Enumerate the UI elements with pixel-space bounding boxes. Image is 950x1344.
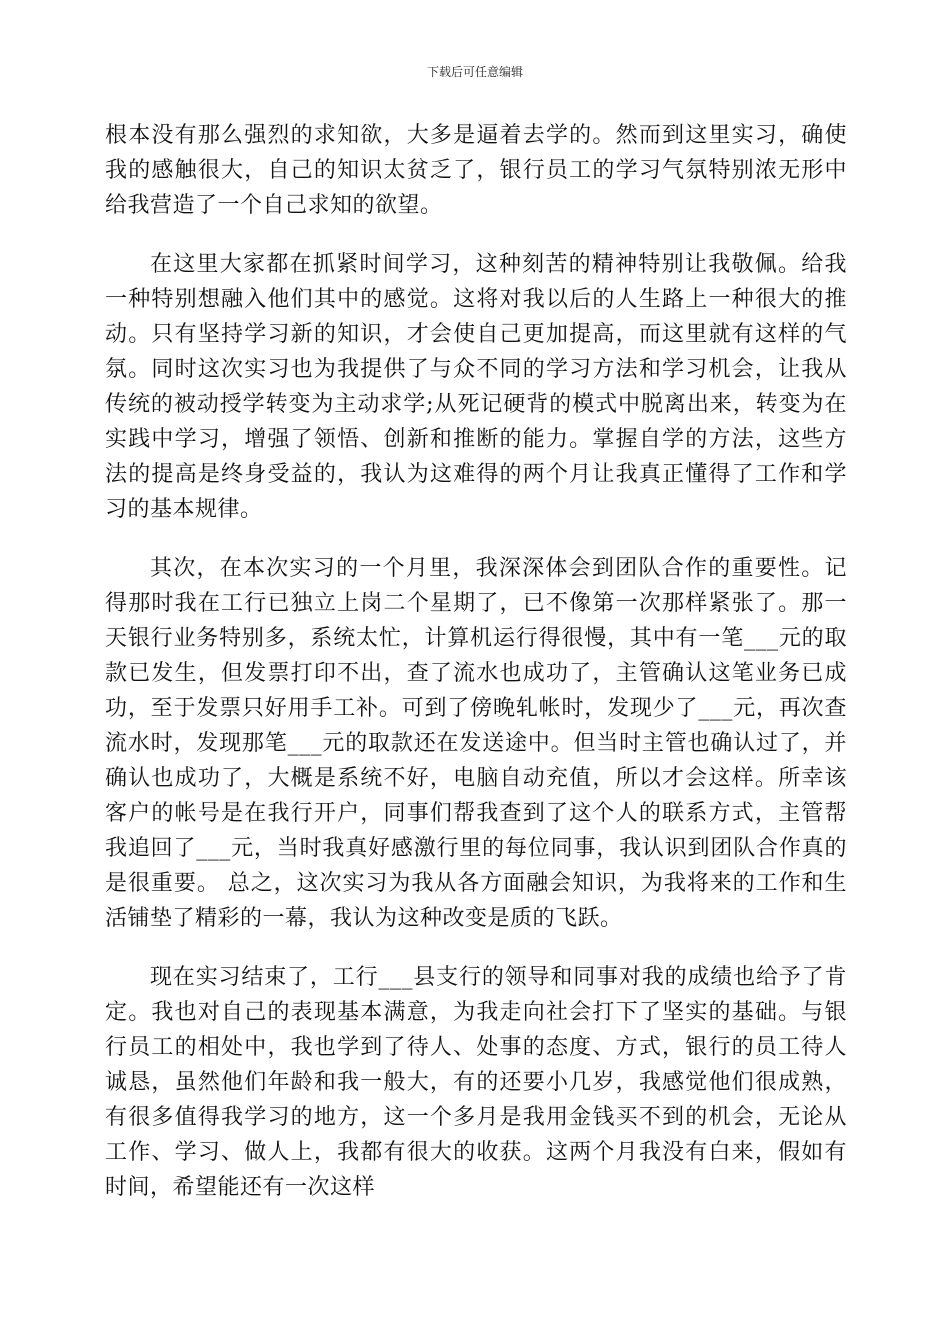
paragraph-4: 现在实习结束了，工行___县支行的领导和同事对我的成绩也给予了肯定。我也对自己的表现基本满意，为我走向社会打下了坚实的基础。与银行员工的相处中，我也学到了待人、处事的态度、方式，银行的员工待人诚恳，虽然他们年龄和我一般大，有的还要小几岁，我感觉他们很成熟，有很多值得我学习的地方，这一个多月是我用金钱买不到的机会，无论从工作、学习、做人上，我都有很大的收获。这两个月我没有白来，假如有时间，希望能还有一次这样	[105, 965, 847, 1200]
page-header: 下载后可任意编辑	[426, 65, 523, 79]
document-body	[105, 118, 847, 1229]
paragraph-1: 根本没有那么强烈的求知欲，大多是逼着去学的。然而到这里实习，确使我的感触很大，自己的知识太贫乏了，银行员工的学习气氛特别浓无形中给我营造了一个自己求知的欲望。	[105, 123, 847, 218]
paragraph-3: 其次，在本次实习的一个月里，我深深体会到团队合作的重要性。记得那时我在工行已独立上岗二个星期了，已不像第一次那样紧张了。那一天银行业务特别多，系统太忙，计算机运行得很慢，其中有一笔___元的取款已发生，但发票打印不出，查了流水也成功了，主管确认这笔业务已成功，至于发票只好用手工补。可到了傍晚轧帐时，发现少了___元，再次查流水时，发现那笔___元的取款还在发送途中。但当时主管也确认过了，并确认也成功了，大概是系统不好，电脑自动充值，所以才会这样。所幸该客户的帐号是在我行开户，同事们帮我查到了这个人的联系方式，主管帮我追回了___元，当时我真好感激行里的每位同事，我认识到团队合作真的是很重要。 总之，这次实习为我从各方面融会知识，为我将来的工作和生活铺垫了精彩的一幕，我认为这种改变是质的飞跃。	[105, 556, 847, 931]
paragraph-2: 在这里大家都在抓紧时间学习，这种刻苦的精神特别让我敬佩。给我一种特别想融入他们其中的感觉。这将对我以后的人生路上一种很大的推动。只有坚持学习新的知识，才会使自己更加提高，而这里就有这样的气氛。同时这次实习也为我提供了与众不同的学习方法和学习机会，让我从传统的被动授学转变为主动求学;从死记硬背的模式中脱离出来，转变为在实践中学习，增强了领悟、创新和推断的能力。掌握自学的方法，这些方法的提高是终身受益的，我认为这难得的两个月让我真正懂得了工作和学习的基本规律。	[105, 252, 847, 522]
